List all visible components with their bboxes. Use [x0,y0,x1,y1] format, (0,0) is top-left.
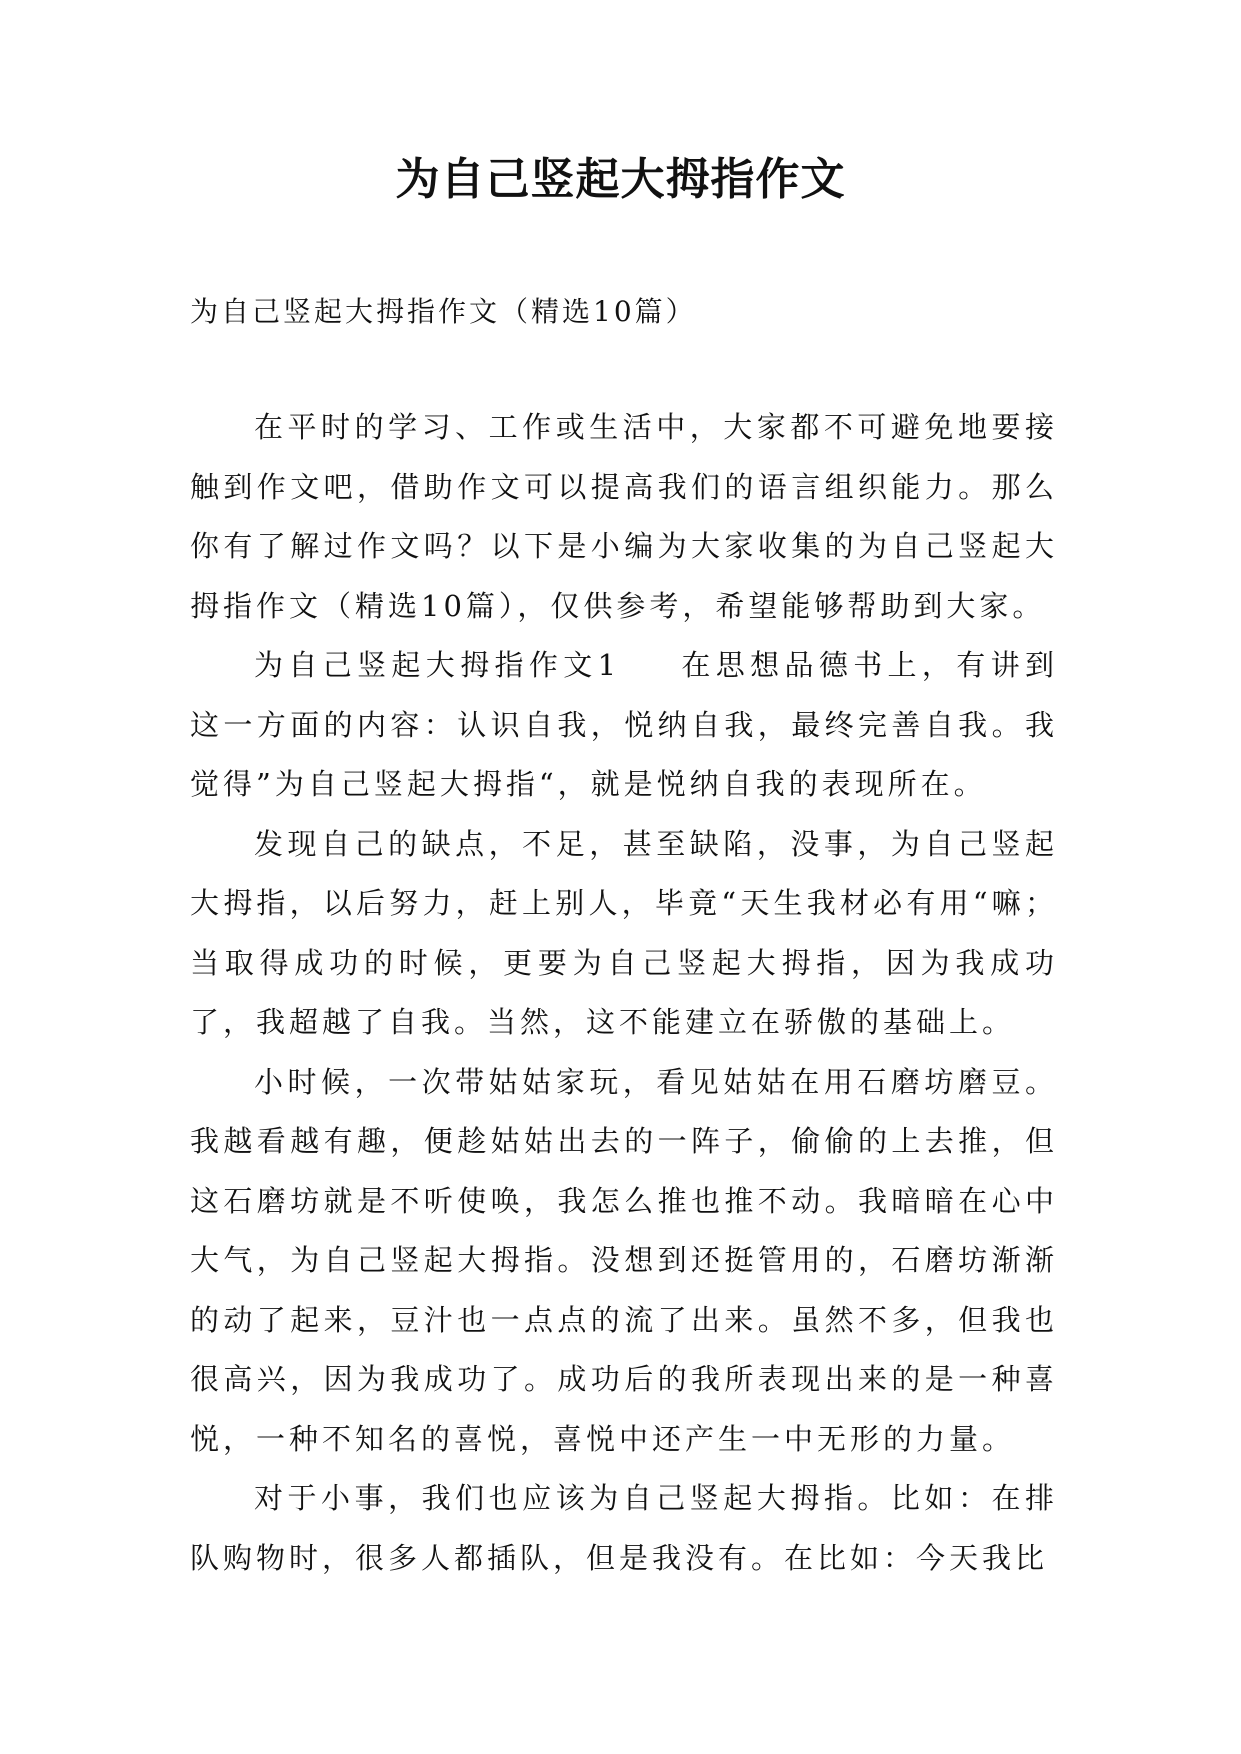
section-1-heading: 为自己竖起大拇指作文1 [254,648,621,682]
body-paragraph: 发现自己的缺点，不足，甚至缺陷，没事，为自己竖起大拇指，以后努力，赶上别人，毕竟“天生我材必有用“嘛；当取得成功的时候，更要为自己竖起大拇指，因为我成功了，我超越了自我。当然，这不能建立在骄傲的基础上。 [190,826,1058,1039]
document-body [190,398,1058,1588]
section-1-paragraph [190,636,1058,815]
intro-paragraph: 在平时的学习、工作或生活中，大家都不可避免地要接触到作文吧，借助作文可以提高我们的语言组织能力。那么你有了解过作文吗？以下是小编为大家收集的为自己竖起大拇指作文（精选10篇），仅供参考，希望能够帮助到大家。 [190,410,1058,623]
body-paragraph: 小时候，一次带姑姑家玩，看见姑姑在用石磨坊磨豆。我越看越有趣，便趁姑姑出去的一阵子，偷偷的上去推，但这石磨坊就是不听使唤，我怎么推也推不动。我暗暗在心中大气，为自己竖起大拇指。没想到还挺管用的，石磨坊渐渐的动了起来，豆汁也一点点的流了出来。虽然不多，但我也很高兴，因为我成功了。成功后的我所表现出来的是一种喜悦，一种不知名的喜悦，喜悦中还产生一中无形的力量。 [190,1064,1058,1456]
document-title: 为自己竖起大拇指作文 [395,154,846,205]
section-1-continued: 觉得”为自己竖起大拇指“，就是悦纳自我的表现所在。 [190,767,987,801]
document-subtitle: 为自己竖起大拇指作文（精选10篇） [190,295,697,328]
body-paragraph: 对于小事，我们也应该为自己竖起大拇指。比如：在排队购物时，很多人都插队，但是我没有。在比如：今天我比 [190,1481,1058,1575]
section-1-text: 在思想品德书上，有讲到这一方面的内容：认识自我，悦纳自我，最终完善自我。我 [190,648,1058,742]
